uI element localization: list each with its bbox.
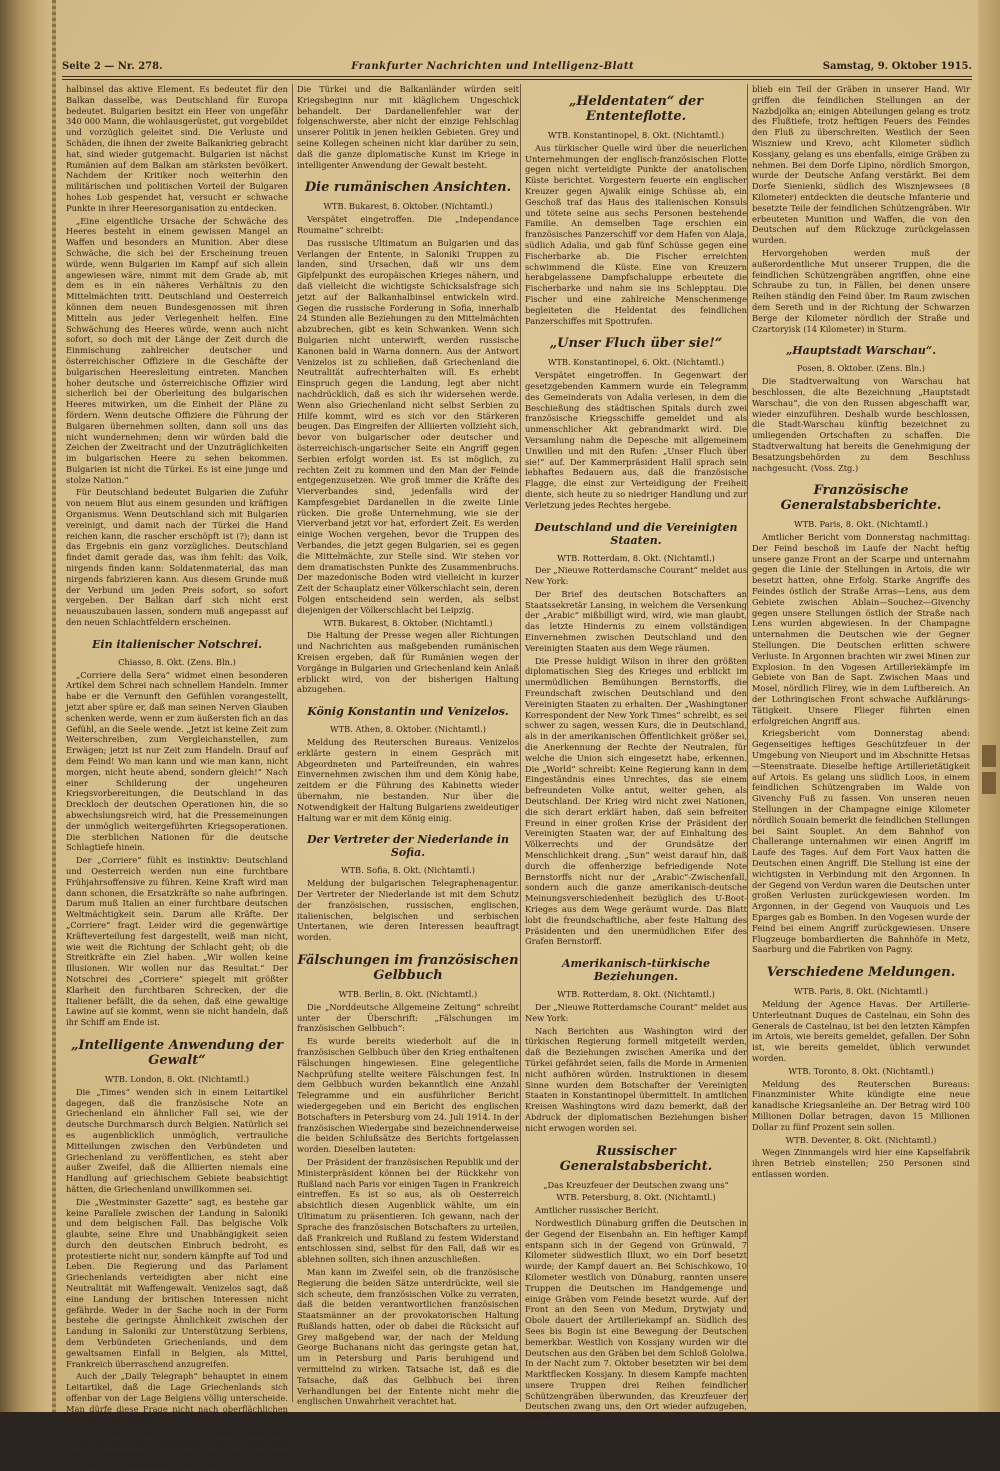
article-headline: „Heldentaten“ der Ententeflotte.: [568, 94, 704, 124]
paragraph: Amtlicher Bericht vom Donnerstag nachmittag: Der Feind beschoß im Laufe der Nacht heftig unsere ganze Front an der Scarpe und unternahm gegen die Linie der Stellungen in Artois, die wir besetzt hatten, ohne Erfolg. Starke Angriffe des Feindes östlich der Straße Arras—Lens, aus dem Gebiete zwischen Ablain—Souchez—Givenchy gegen unsere Stellungen östlich der Straße nach Lens wurden abgewiesen. In der Champagne unternahmen die Deutschen wie der Gegner Stellungen. Die Deutschen erlitten schwere Verluste. In Argonnen brachten wir zwei Minen zur Explosion. In den Vogesen Artilleriekämpfe im Gebiete von Ban de Sapt. Zwischen Maas und Mosel, nördlich Flirey, wie in dem Luftbereich. An der Lothringischen Front schwache Aufklärungs-Tätigkeit. Unsere Flieger führten einen erfolgreichen Angriff aus.: [752, 532, 970, 726]
dateline: WTB. Berlin, 8. Okt. (Nichtamtl.): [338, 988, 478, 999]
paragraph: Meldung des Reuterschen Bureaus: Finanzminister White kündigte eine neue kanadische Kriegsanleihe an. Der Betrag wird 100 Millionen Dollar betragen, davon 15 Millionen Dollar zu fünf Prozent sein sollen.: [752, 1078, 970, 1132]
article-headline: „Intelligente Anwendung der Gewalt“: [71, 1037, 283, 1068]
dateline: WTB. Bukarest, 8. Oktober. (Nichtamtl.): [323, 201, 493, 212]
article-headline: „Unser Fluch über sie!“: [549, 336, 723, 352]
dateline: WTB. London, 8. Okt. (Nichtamtl.): [104, 1073, 250, 1084]
paragraph: Nach Berichten aus Washington wird der türkischen Regierung formell mitgeteilt werden, daß die Beziehungen zwischen Amerika und der Türkei gefährdet seien, falls die Morde in Armenien nicht aufhören würden. Instruktionen in diesem Sinne wurden dem Botschafter der Vereinigten Staaten in Konstantinopel übermittelt. In amtlichen Kreisen Washingtons wird dazu bemerkt, daß der Abdruck der diplomatischen Beziehungen bisher nicht erwogen worden sei.: [525, 1025, 747, 1133]
dateline: WTB. Toronto, 8. Okt. (Nichtamtl.): [788, 1065, 934, 1076]
page-edge: [978, 0, 1000, 1412]
column-divider: [292, 84, 293, 1402]
paragraph: Der „Corriere“ fühlt es instinktiv: Deutschland und Oesterreich werden nun eine furchtbare Frühjahrsoffensive zu führen. Keine Kraft wird man dann schonen, die Ersatzkräfte so nahe aufbringen. Darum muß Italien an einer furchtbare deutschen Weltmächtigkeit sein. Darum alle Kräfte. Der „Corriere“ fragt. Leider wird die gegenwärtige Kräfteverteilung fest dargestellt, weiß man nicht, wie weit die Richtung der Schlacht geht; ob die Streitkräfte ein Ziel haben. „Wir wollen keine Illusionen. Wir wollen nur das Resultat.“ Der Notschrei des „Corriere“ spiegelt mit größter Klarheit den furchtbaren Schrecken, der die Italiener befällt, die da sehen, daß eine gewaltige Lawine auf sie kommt, wenn sie nicht handeln, daß ihr Schiff am Ende ist.: [66, 855, 288, 1028]
paragraph: Der „Nieuwe Rotterdamsche Courant“ meldet aus New York:: [525, 1001, 747, 1023]
article-subheadline: „Das Kreuzfeuer der Deutschen zwang uns“: [543, 1179, 729, 1190]
masthead: Frankfurter Nachrichten und Intelligenz-Blatt: [351, 60, 635, 72]
page-tab-marker: [982, 745, 996, 767]
dateline: WTB. Petersburg, 8. Okt. (Nichtamtl.): [556, 1192, 716, 1203]
paragraph: Die „Times“ wenden sich in einem Leitartikel dagegen, daß die französische Note an Griechenland ein ähnlicher Fall sei, wie der deutsche Durchmarsch durch Belgien. Natürlich sei es augenblicklich unmöglich, vertrauliche Mitteilungen zwischen den Verbündeten und Griechenland zu veröffentlichen, es steht aber außer Zweifel, daß die Alliierten niemals eine Handlung auf griechischem Gebiete beabsichtigt hätten, die Griechenland unwillkommen sei.: [66, 1086, 288, 1194]
article-headline: Die rumänischen Ansichten.: [304, 180, 512, 196]
column-divider: [520, 84, 521, 1402]
paragraph: Die Presse huldigt Wilson in ihrer den größten diplomatischen Sieg des Krieges und erblickt im unermüdlichen Bemühungen Bernstorffs, die Freundschaft zwischen Deutschland und den Vereinigten Staaten zu erhalten. Der „Washingtoner Korrespondent der New York Times“ schreibt, es sei schwer zu sagen, wessen Kurs, die in Deutschland, als in der amerikanischen Öffentlichkeit größer sei, die Anerkennung der Rechte der Neutralen, für welche die Union sich eingesetzt habe, erkennen. Die „World“ schreibt: Keine Regierung kann in dem Eingeständnis eines Unrechtes, das sie einem befreundeten Volke antut, weiter gehen, als Deutschland. Der Krieg wird nicht zwei Nationen, die sich derart erklärt haben, daß sein befreiter Freund in einer großen Krise der Präsident der Vereinigten Staaten war, der auf Einhaltung des Völkerrechts und der Grundsätze der Menschlichkeit drang. „Sun“ weist darauf hin, daß durch die offenherzige befriedigende Note Bernstorffs nicht nur der „Arabic“-Zwischenfall, sondern auch die ganze amerikanisch-deutsche Meinungsverschiedenheit bezüglich des U-Boot-Krieges aus dem Wege geräumt wurde. Das Blatt lobt die freundschaftliche, aber feste Haltung des Präsidenten und den unermüdlichen Eifer des Grafen Bernstorff.: [525, 655, 747, 947]
paragraph: „Eine eigentliche Ursache der Schwäche des Heeres besteht in einem gewissen Mangel an Waffen und besonders an Munition. Aber diese Schwäche, die sich bei der Erscheinung treuen würde, wenn Bulgarien im Kampf auf sich allein angewiesen wäre, nimmt mit dem Grade ab, mit dem es in ein näheres Verhältnis zu den Mittelmächten tritt. Deutschland und Oesterreich können dem neuen Bundesgenossen mit ihren Mitteln aus jeder Verlegenheit helfen. Eine Schwächung des Heeres würde, wenn auch nicht sofort, so doch mit der Länge der Zeit durch die Einmischung zahlreicher deutscher und österreichischer Offiziere in die Geschäfte der bulgarischen Heeresleitung eintreten. Manchen hoher deutsche und österreichische Offizier wird sicherlich bei der Oberleitung des bulgarischen Heeres mitwirken, um die Einheit der Pläne zu fördern. Wenn deutsche Offiziere die Führung der Bulgaren übernehmen sollten, dann soll uns das nicht wundernehmen; denn wir würden bald die Zeichen der Zweitracht und der Unzuträglichkeiten im bulgarischen Heere zu sehen bekommen. Bulgarien ist nicht die Türkei. Es ist eine junge und stolze Nation.“: [66, 215, 288, 485]
paragraph: Wegen Zinnmangels wird hier eine Kapselfabrik ihren Betrieb einstellen; 250 Personen sind entlassen worden.: [752, 1147, 970, 1179]
paragraph: Die Türkei und die Balkanländer würden seit Kriegsbeginn nur mit kläglichem Ungeschick behandelt. Der Dardanellenfehler war der folgenschwerste, aber nicht der einzige Fehlschlag unserer Politik in jenen heiklen Gebieten. Grey und seine Kollegen scheinen nicht klar darüber zu sein, daß die ganze diplomatische Kunst im Kriege in intelligenter Anwendung der Gewalt besteht.: [297, 84, 519, 170]
dateline: WTB. Sofia, 8. Okt. (Nichtamtl.): [340, 865, 475, 876]
article-headline: Der Vertreter der Niederlande in Sofia.: [306, 833, 510, 860]
column-divider: [747, 84, 748, 1402]
paragraph: Auch der „Daily Telegraph“ behauptet in einem Leitartikel, daß die Lage Griechenlands sich offenbar von der Lage Belgiens völlig unterscheide. Man dürfe diese Frage nicht nach oberflächlichen Anzeichen beurteilen.: [66, 1371, 288, 1425]
header-rule: [62, 76, 972, 77]
paragraph: Die „Morning Post“ schreibt in einem Leitartikel: Es ist wirklich nicht überflüssig, Grey zu sagen, daß die Zeit gekommen ist, in dem das Auswärtige Amt Mut und Entschlossenheit zeigen muß.: [66, 1427, 288, 1470]
dateline: WTB. Konstantinopel, 6. Okt. (Nichtamtl.): [547, 357, 725, 368]
article-headline: König Konstantin und Venizelos.: [307, 705, 509, 719]
paragraph: Amtlicher russischer Bericht.: [535, 1205, 659, 1216]
article-headline: Ein italienischer Notschrei.: [92, 637, 262, 651]
paragraph: Die „Norddeutsche Allgemeine Zeitung“ schreibt unter der Überschrift: „Fälschungen im französischen Gelbbuch“:: [297, 1001, 519, 1034]
paragraph: Meldung der Agence Havas. Der Artillerie-Unterleutnant Duques de Castelnau, ein Sohn des Generals de Castelnau, ist bei den letzten Kämpfen im Artois, wie bereits gemeldet, gefallen. Der Sohn ist, wie bereits gemeldet, üblich verwundet worden.: [752, 998, 970, 1063]
article-headline: Deutschland und die Vereinigten Staaten.: [534, 520, 738, 547]
page-header: [62, 58, 972, 74]
dateline: WTB. Paris, 8. Okt. (Nichtamtl.): [794, 986, 928, 997]
dateline: WTB. Bukarest, 8. Oktober. (Nichtamtl.): [323, 617, 493, 628]
dateline: WTB. Rotterdam, 8. Okt. (Nichtamtl.): [557, 989, 715, 1000]
page-tab-marker: [982, 772, 996, 794]
article-headline: Russischer Generalstabsbericht.: [559, 1143, 713, 1174]
column-1: [66, 84, 288, 1470]
paragraph: Für Deutschland bedeutet Bulgarien die Zufuhr von neuem Blut aus einem gesunden und kräftigen Organismus. Wenn Deutschland sich mit Bulgarien vereinigt, und damit nach der Türkei die Hand reichen kann, die rascher erschöpft ist (?); dann ist das Ergebnis ein ganz vorzügliches. Deutschland findet damit gerade das, was ihm fehlt: das Volk, nirgends finden kann: Soldatenmaterial, das man nirgends fabrizieren kann. Aus diesem Grunde muß der Verbund um jeden Preis sofort, so sofort vergeben. Der Balkan darf sich nicht erst neuauszubauen lassen, sondern muß angepasst auf den neuen Schlachtfeldern erscheinen.: [66, 487, 288, 628]
paragraph: Meldung des Reuterschen Bureaus. Venizelos erklärte gestern in einem Gespräch mit Abgeordneten und Parteifreunden, ein wahres Einvernehmen zwischen ihm und dem König habe, zeitdem er die Führung des Kabinetts wieder übernahm, nie bestanden. Nur über die Notwendigkeit der Haltung Bulgariens zweideutiger Haltung war er mit dem König einig.: [297, 737, 519, 823]
header-rule: [62, 79, 972, 80]
dateline: WTB. Paris, 8. Okt. (Nichtamtl.): [794, 519, 928, 530]
paragraph: Es wurde bereits wiederholt auf die in französischen Gelbbuch über den Krieg enthaltenen Fälschungen hingewiesen. Eine gelegentliche Nachprüfung stellte weitere Fälschungen fest. In dem Gelbbuch wurden bekanntlich eine Anzahl Telegramme und ein ausführlicher Bericht wiedergegeben und ein Bericht des englischen Botschafters in Petersburg vom 24. Juli 1914. In der französischen Wiedergabe sind bezeichnenderweise die beiden Schlußsätze des Berichts fortgelassen worden. Dieselben lauteten:: [297, 1036, 519, 1155]
paragraph: Aus türkischer Quelle wird über die neuerlichen Unternehmungen der englisch-französischen Flotte gegen nicht verteidigte Punkte der anatolischen Küste berichtet. Vorgestern feuerte ein englischer Kreuzer gegen Ajwalik einige Schüsse ab, ein Geschoß traf das Haus des italienischen Konsuls und tötete seine aus sechs Personen bestehende Familie. An demselben Tage erschien ein französisches Panzerschiff vor dem Hafen von Alaja, südlich Adalia, und gab fünf Schüsse gegen eine Fischerbarke ab. Die Fischer erreichten schwimmend die Küste. Eine von Kreuzern herabgelassene Dampfschaluppe erbeutete die Fischerbarke und nahm sie ins Schlepptau. Die Fischer und eine zahlreiche Menschenmenge begleiteten die Heldentat des feindlichen Panzerschiffes mit Spottrufen.: [525, 142, 747, 326]
paragraph: Hervorgehoben werden muß der außerordentliche Mut unserer Truppen, die die feindlichen Schützengräben angriffen, ohne eine Schraube zu tun, in Fällen, bei denen unsere Reihen ständig den Feind über. Im Raum zwischen dem Sereth und in der Richtung der Schwarzen Berge der Kilometer nördlich der Straße und Czartoryisk (14 Kilometer) in Sturm.: [752, 247, 970, 334]
paragraph: Die „Westminster Gazette“ sagt, es bestehe gar keine Parallele zwischen der Landung in Saloniki und dem belgischen Fall. Das belgische Volk glaubte, seine Ehre und Unabhängigkeit seien durch den deutschen Einbruch bedroht, es protestierte nicht nur, sondern kämpfte auf Tod und Leben. Die Regierung und das Parlament Griechenlands verteidigten aber nicht eine Neutralität mit Waffengewalt. Venizelos sagt, daß eine Landung der britischen Interessen nicht gefährde. Weder in der Sache noch in der Form bestehe die geringste Ähnlichkeit zwischen der Landung in Saloniki zur Unterstützung Serbiens, dem Verbündeten Griechenlands, und dem gewaltsamen Einfall in Belgien, als Mittel, Frankreich überraschend anzugreifen.: [66, 1196, 288, 1369]
paragraph: „Corriere della Sera“ widmet einen besonderen Artikel dem Schrei nach schnellem Handeln. Immer habe er die Vernunft den Gefühlen vorangestellt, jetzt aber spüre er, daß man seinen Nerven Glauben schenken werde, wenn er zum äußersten fich an das Gefühl, an die Seele wende. „Jetzt ist keine Zeit zum Weiterschreiben, zum Vergleichanstellen, zum Erwägen; jetzt ist nur Zeit zum Handeln. Drauf auf dem Feind! Wo man kann und wie man kann, nicht morgen, nicht heute abend, sondern gleich!“ Nach einer Schilderung der ungeheuren Kriegsvorbereitungen, die Deutschland in das Dreckloch der deutschen Operationen hin, die so abwechslungsreich wird, hat die Pressemeinungen der unmöglich weitergeführten Kriegsoperationen. Die sterblichen Nationen für die deutsche Schlagtiefe hinein.: [66, 669, 288, 853]
paragraph: Man kann im Zweifel sein, ob die französische Regierung die beiden Sätze unterdrückte, weil sie sich scheute, dem französischen Volke zu verraten, daß die beiden verantwortlichen französischen Staatsmänner an der provokatorischen Haltung Rußlands hatten, oder ob dabei die Rücksicht auf Grey maßgebend war, der nach der Meldung George Buchanans nicht das geringste getan hat, um in Petersburg und Paris beruhigend und vermittelnd zu wirken. Tatsache ist, daß es die Tatsache, daß das Gelbbuch bei ihren Verhandlungen bei der Entente nicht mehr die englischen Unwahrheit verachtet hat.: [297, 1266, 519, 1407]
paragraph: Kriegsbericht vom Donnerstag abend: Gegenseitiges heftiges Geschützfeuer in der Umgebung von Nieuport und im Abschnitte Hetsas—Steenstraate. Dieselbe heftige Artillerietätigkeit auf Artois. Es gelang uns südlich Loos, in einem feindlichen Schützengraben im Walde von Givenchy Fuß zu fassen. Von unseren neuen Stellungen in der Champagne einige Kilometer nördlich Souain bemerkt die feindlichen Stellungen bei Saint Souplet. An dem Bahnhof von Challerange unternahmen wir einen Angriff im Laufe des Tages. Auf dem Fort Vaux hatten die Deutschen einen Angriff. Die Stellung ist eine der wichtigsten in Verbindung mit den Argonnen. In der Gegend von Verdun waren die Deutschen unter großen Verlusten zurückgewiesen worden. Im Argonnen, in der Gegend von Vauquois und Les Eparges gab es Bomben. In den Vogesen wurde der Feind bei einem Angriff zurückgewiesen. Unsere Flugzeuge bombardierten die Bahnhöfe in Metz, Saarburg und die Fabriken von Pagny.: [752, 728, 970, 955]
paragraph: Der Brief des deutschen Botschafters an Staatssekretär Lansing, in welchem die Versenkung der „Arabic“ mißbilligt wird, wird, wie man glaubt, das letzte Hindernis zu einem vollständigen Einvernehmen zwischen Deutschland und den Vereinigten Staaten aus dem Wege räumen.: [525, 588, 747, 653]
dateline: WTB. Konstantinopel, 8. Okt. (Nichtamtl.): [547, 130, 725, 140]
article-headline: Verschiedene Meldungen.: [766, 965, 956, 981]
book-binding: [0, 0, 56, 1412]
article-headline: Fälschungen im französischen Gelbbuch: [297, 952, 519, 983]
page-number: Seite 2 — Nr. 278.: [62, 60, 163, 72]
dateline: Chiasso, 8. Okt. (Zens. Bln.): [118, 656, 236, 667]
article-headline: Amerikanisch-türkische Beziehungen.: [561, 957, 711, 984]
issue-date: Samstag, 9. Oktober 1915.: [822, 60, 972, 72]
column-4: [752, 84, 970, 1404]
column-3: [525, 84, 747, 1423]
article-headline: Französische Generalstabsberichte.: [780, 483, 942, 514]
paragraph: Der „Nieuwe Rotterdamsche Courant“ meldet aus New York:: [525, 565, 747, 587]
dateline: WTB. Rotterdam, 8. Okt. (Nichtamtl.): [557, 552, 715, 563]
dateline: Posen, 8. Oktober. (Zens. Bln.): [796, 363, 926, 374]
dateline: WTB. Athen, 8. Oktober. (Nichtamtl.): [330, 724, 486, 735]
paragraph: Verspätet eingetroffen. Die „Independance Roumaine“ schreibt:: [297, 214, 519, 235]
paragraph: Das russische Ultimatum an Bulgarien und das Verlangen der Entente, in Saloniki Truppen zu landen, sind Ursachen, daß wir uns dem Gipfelpunkt des europäischen Krieges nähern, und daß vielleicht die wichtigste Schicksalsfrage sich jetzt auf der Balkanhalbinsel entwickeln wird. Gegen die russische Forderung in Sofia, innerhalb 24 Stunden alle Beziehungen zu den Mittelmächten abzubrechen, gibt es kein Schwanken. Wenn sich Bulgarien nicht unterwirft, werden russische Kanonen bald in Warna donnern. Aus der Antwort Venizelos ist zu schließen, daß Griechenland die Neutralität aufrechterhalten will. Es erhebt Einspruch gegen die Landung, legt aber nicht nachdrücklich, daß es sich ihr widersehen werde. Wenn also Griechenland nicht selbst Serbien zu Hilfe kommt, wird es sich vor den Stärkeren beugen. Das Eingreifen der Alliierten vollzieht sich, bevor von bulgarischer oder deutscher und österreichisch-ungarischer Seite ein Angriff gegen Serbien erfolgt worden ist. Es ist möglich, zu rechten Zeit zu kommen und den Man der Feinde entgegenzusetzen. Wie groß immer die Kräfte des Vierverbandes sind, jedenfalls wird der Kampfesgebiet Dardanellen in die zweite Linie rücken. Die große Unternehmung, wie sie der Vierverband jetzt vor hat, erfordert Zeit. Es werden einige Wochen vergehen, bevor die Truppen des Verbandes, die jetzt gegen Bulgarien, sei es gegen die Mittelmächte, zur Stelle sind. Wir stehen vor dem dramatischsten Punkte des Zusammenbruchs. Der mazedonische Boden wird vielleicht in kurzer Zeit der Schauplatz einer Völkerschlacht sein, deren Folgen entscheidend sein werden, als selbst diejenigen der Völkerschlacht bei Leipzig.: [297, 237, 519, 615]
column-2: [297, 84, 519, 1407]
dateline: WTB. Deventer, 8. Okt. (Nichtamtl.): [785, 1134, 937, 1145]
paragraph: Die Stadtverwaltung von Warschau hat beschlossen, die alte Bezeichnung „Hauptstadt Warschau“, die von den Russen abgeschafft war, wieder einzuführen. Deshalb wurde beschlossen, die Stadt-Warschau künftig bezeichnet zu umliegenden Ortschaften zu schaffen. Die Stadtverwaltung hat bereits die Genehmigung der Besatzungsbehörden zu dem Beschluss nachgesucht. (Voss. Ztg.): [752, 376, 970, 473]
paragraph: halbinsel das aktive Element. Es bedeutet für den Balkan dasselbe, was Deutschland für Europa bedeutet. Bulgarien besitzt ein Heer von ungefähr 340 000 Mann, die wohlausgerüstet, gut vorgebildet und vorzüglich geleitet sind. Die Verluste und Schäden, die ihnen der zweite Balkankrieg gebracht hat, sind wieder gutgemacht. Bulgarien ist nächst Rumänien auf dem Balkan am stärksten bevölkert. Nachdem der Kritiker noch weiterhin den militärischen und politischen Vorteil der Bulgaren hohes Lob gespendet hat, versucht er schwache Punkte in ihrer Heeresorganisation zu entdecken.: [66, 84, 288, 213]
paragraph: Nordwestlich Dünaburg griffen die Deutschen in der Gegend der Eisenbahn an. Ein heftiger Kampf entspann sich in der Gegend von Grünwald, 7 Kilometer südwestlich Illuxt, wo ein Dorf besetzt wurde; der Kampf dauert an. Bei Schischkowo, 10 Kilometer westlich von Dünaburg, rannten unsere Truppen die Deutschen im Handgemenge und einige Gräben vom Feinde besetzt wurde. Auf der Front an den Seen von Medum, Drytwjaty und Obole dauert der Artilleriekampf an. Südlich des Sees bis Bogin ist eine Bewegung der Deutschen bemerkbar. Westlich von Kossjany wurden wir die Deutschen aus den Gräben bei dem Schloß Gololwa. In der Nacht zum 7. Oktober besetzten wir bei dem Marktflecken Kossjany. In diesem Kampfe machten unsere Truppen drei Reihen feindlicher Schützengräben überwunden, das Kreuzfeuer der Deutschen zwang uns, den Ort wieder aufzugeben, jedoch: [525, 1217, 747, 1423]
paragraph: blieb ein Teil der Gräben in unserer Hand. Wir griffen die feindlichen Stellungen an der Nazbdjolka an; einigen Abteilungen gelang es trotz des Flußtiefe, trotz heftigen Feuers des Feindes den Fluß zu überschreiten. Westlich der Seen Wiszniew und Krevo, acht Kilometer südlich Kossjany, gelang es uns ebenfalls, einige Gräben zu nehmen. Bei dem Dorfe Lipino, nördlich Smorgon, wurde der Deutsche Anfang verstärkt. Bei dem Dorfe Sienienki, südlich des Wisznjewsees (8 Kilometer) entdeckten die deutsche Infanterie und besetzte Teile der feindlichen Schützengräben. Wir erbeuteten Munition und Waffen, die von den Deutschen auf dem Rückzuge zurückgelassen wurden.: [752, 84, 970, 246]
article-headline: „Hauptstadt Warschau“.: [785, 344, 937, 358]
paragraph: Der Präsident der französischen Republik und der Ministerpräsident können bei der Rückkehr von Rußland nach Paris vor einigen Tagen in Frankreich eintreffen. Es ist so aus, als ob Oesterreich absichtlich diesen Augenblick wählte, um ein Ultimatum zu präsentieren. Ich gewann, nach der Sprache des französischen Botschafters zu urteilen, daß Frankreich und Rußland zu festem Widerstand entschlossen sind, selbst für den Fall, daß wir es ablehnen sollten, sich ihnen anzuschließen.: [297, 1156, 519, 1265]
paragraph: Meldung der bulgarischen Telegraphenagentur. Der Vertreter der Niederlande ist mit dem Schutz der französischen, russischen, englischen, italienischen, belgischen und serbischen Untertanen, wie deren Interessen beauftragt worden.: [297, 878, 519, 943]
paragraph: Die Haltung der Presse wegen aller Richtungen und Nachrichten aus maßgebenden rumänischen Kreisen ergeben, daß für Rumänien wegen der Vorgänge in Bulgarien und Griechenland kein Anlaß erblickt wird, von der bisherigen Haltung abzugehen.: [297, 630, 519, 695]
paragraph: Verspätet eingetroffen. In Gegenwart der gesetzgebenden Kammern wurde ein Telegramm des Gemeinderats von Adalia verlesen, in dem die Beschießung des städtischen Spitals durch zwei französische Kriegsschiffe gemeldet und als unmenschlicher Akt gebrandmarkt wird. Die Versamlung nahm die Depesche mit allgemeinem Unwillen und mit den Rufen: „Unser Fluch über sie!“ auf. Der Kammerpräsident Halil sprach sein lebhaftes Bedauern aus, daß die französische Flagge, die einst zur Verteidigung der Freiheit diente, sich heute zu so niedriger Handlung und zur Verletzung jedes Rechtes hergebe.: [525, 370, 747, 510]
